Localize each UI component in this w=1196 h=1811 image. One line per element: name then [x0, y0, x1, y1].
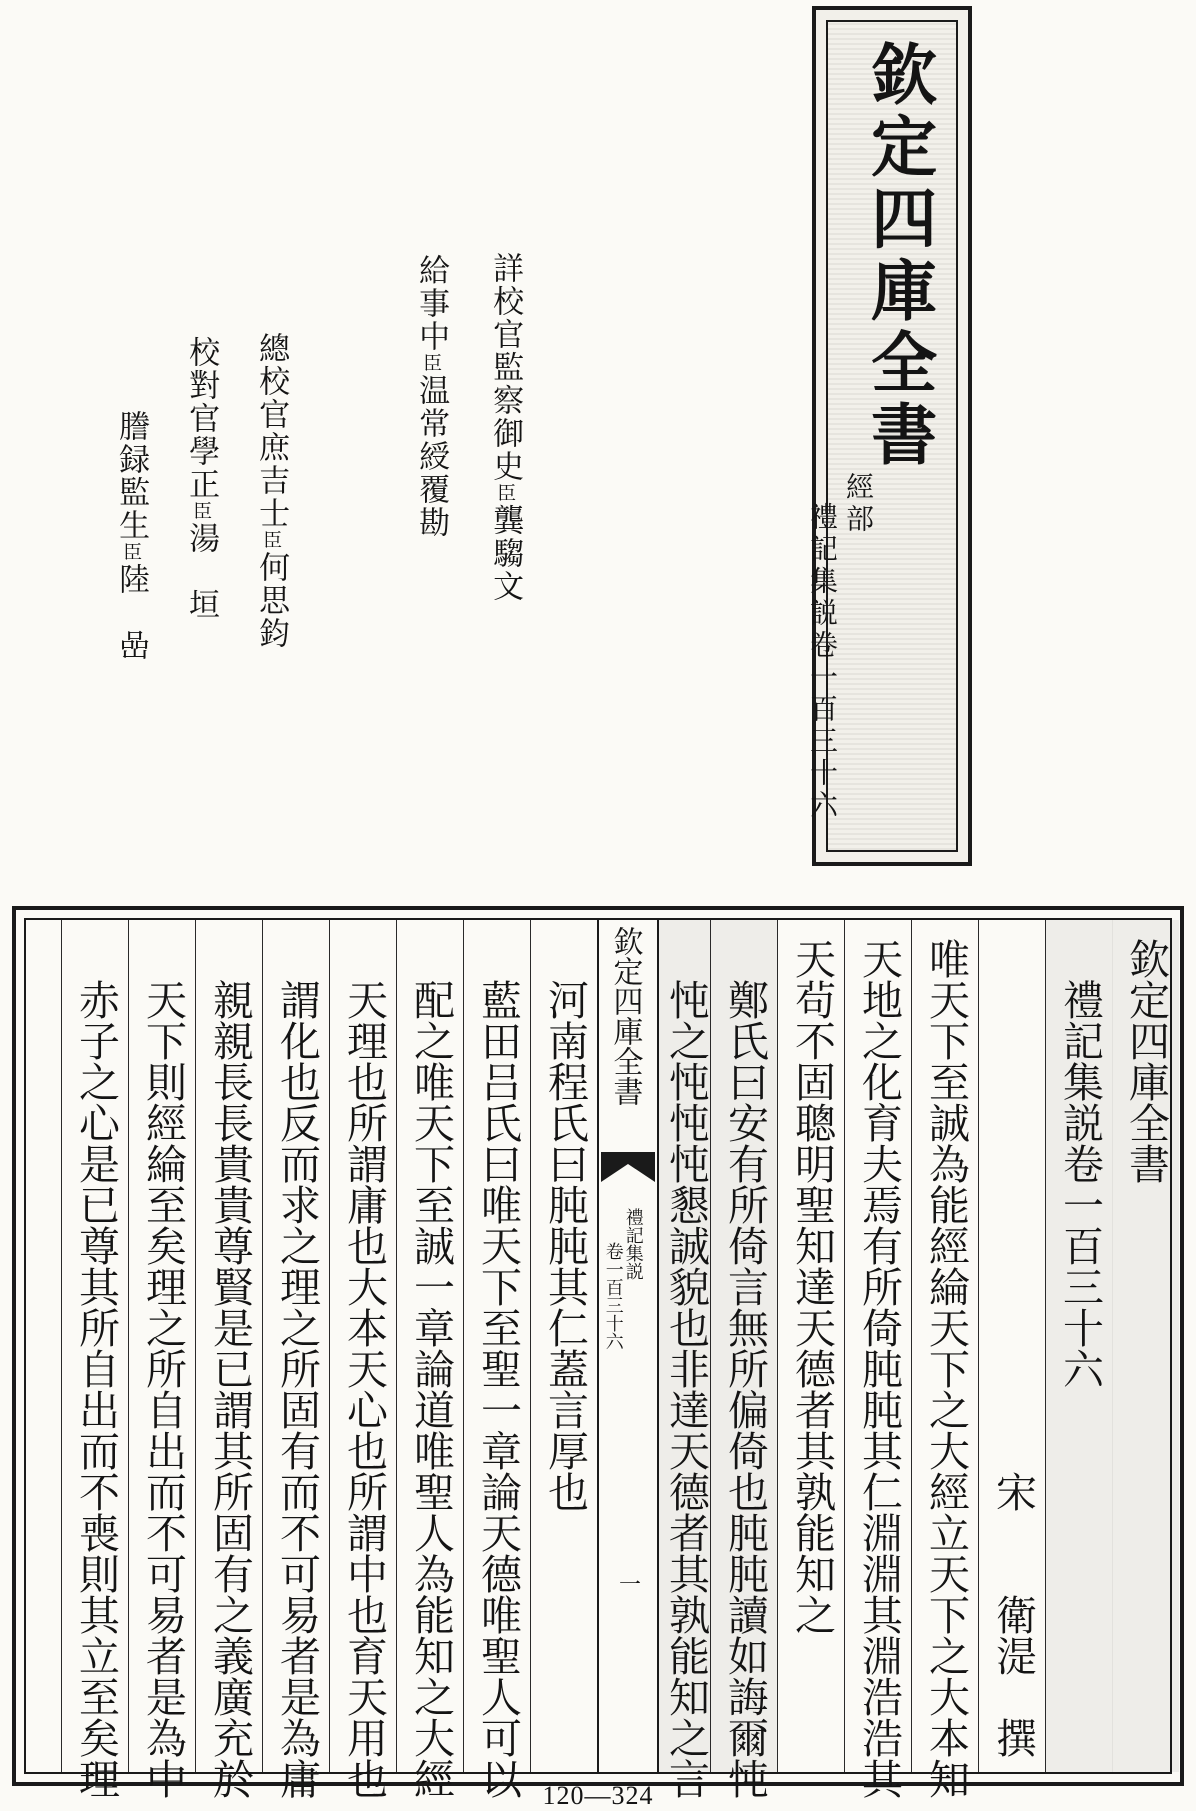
credit-subject: 臣: [494, 483, 517, 504]
column-text: 天茍不固聰明聖知達天德者其孰能知之: [788, 938, 837, 1635]
text-column: [710, 920, 778, 1799]
text-column: [195, 920, 263, 1799]
credit-line-4: [184, 336, 218, 621]
column-text: 禮記集説卷一百三十六: [1056, 938, 1105, 1389]
credit-line-1: [488, 252, 522, 603]
text-column: [128, 920, 196, 1799]
text-column: [911, 920, 979, 1799]
column-text: 配之唯天下至誠一章論道唯聖人為能知之大經: [407, 938, 456, 1799]
text-column: [657, 920, 711, 1799]
column-text: 藍田吕氏曰唯天下至聖一章論天德唯聖人可以: [474, 938, 523, 1799]
column-text: 宋 衛湜 撰: [989, 938, 1038, 1758]
credit-subject: 臣: [420, 353, 443, 374]
text-column: [844, 920, 912, 1799]
credit-subject: 臣: [260, 530, 283, 551]
column-text: 謂化也反而求之理之所固有而不可易者是為庸: [273, 938, 322, 1799]
credit-line-3: [254, 332, 288, 650]
text-column: [61, 920, 129, 1799]
column-text: 河南程氏曰肫肫其仁蓋言厚也: [541, 938, 590, 1512]
column-text: 親親長長貴貴尊賢是已謂其所固有之義廣充於: [206, 938, 255, 1799]
fold-page-number: 一: [619, 1573, 642, 1598]
credit-name: 温常綬覆勘: [413, 374, 450, 539]
credit-name: 何思鈞: [253, 551, 290, 650]
text-column: [978, 920, 1046, 1772]
text-column: [1045, 920, 1113, 1772]
column-text: 赤子之心是已尊其所自出而不喪則其立至矣理: [72, 938, 121, 1799]
credit-subject: 臣: [120, 542, 143, 563]
text-column: [463, 920, 531, 1799]
credit-name: 湯 垣: [183, 522, 220, 621]
page-number: 120—324: [542, 1781, 654, 1810]
fold-book-title: 禮記集説: [622, 1208, 644, 1280]
cover-label: [806, 6, 972, 866]
credit-role: 詳校官監察御史: [487, 252, 524, 483]
cover-section: 經部: [842, 472, 875, 536]
text-column: [530, 920, 598, 1772]
credit-name: 陸 嵒: [113, 563, 150, 662]
credit-role: 謄録監生: [113, 410, 150, 542]
credit-name: 龔騶文: [487, 504, 524, 603]
fold-volume: 卷一百三十六: [602, 1242, 624, 1350]
credit-line-5: [114, 410, 148, 662]
cover-title: 欽定四庫全書: [859, 40, 938, 472]
center-fold: [597, 920, 659, 1772]
column-text: 天理也所謂庸也大本天心也所謂中也育天用也: [340, 938, 389, 1799]
text-column: [262, 920, 330, 1799]
text-column: [396, 920, 464, 1799]
credit-subject: 臣: [190, 501, 213, 522]
credit-line-2: [414, 254, 448, 539]
credit-role: 總校官庶吉士: [253, 332, 290, 530]
text-column: [1112, 920, 1179, 1772]
text-column: [329, 920, 397, 1799]
cover-inner-frame: [806, 20, 958, 852]
fishtail-mark: [601, 1152, 655, 1182]
column-text: 天下則經綸至矣理之所自出而不可易者是為中: [139, 938, 188, 1799]
credit-role: 給事中: [413, 254, 450, 353]
credit-role: 校對官學正: [183, 336, 220, 501]
text-column: [777, 920, 845, 1772]
column-text: 天地之化育夫焉有所倚肫肫其仁淵淵其淵浩浩其: [855, 938, 904, 1799]
column-text: 唯天下至誠為能經綸天下之大經立天下之大本知: [922, 938, 971, 1799]
column-text: 鄭氏曰安有所倚言無所偏倚也肫肫讀如誨爾忳: [721, 938, 770, 1799]
cover-volume: 禮記集説卷一百三十六: [806, 502, 839, 822]
fold-title: 欽定四庫全書: [607, 926, 643, 1106]
column-text: 欽定四庫全書: [1122, 938, 1171, 1184]
column-text: 忳之忳忳忳懇誠貌也非達天德者其孰能知之言: [662, 938, 711, 1799]
